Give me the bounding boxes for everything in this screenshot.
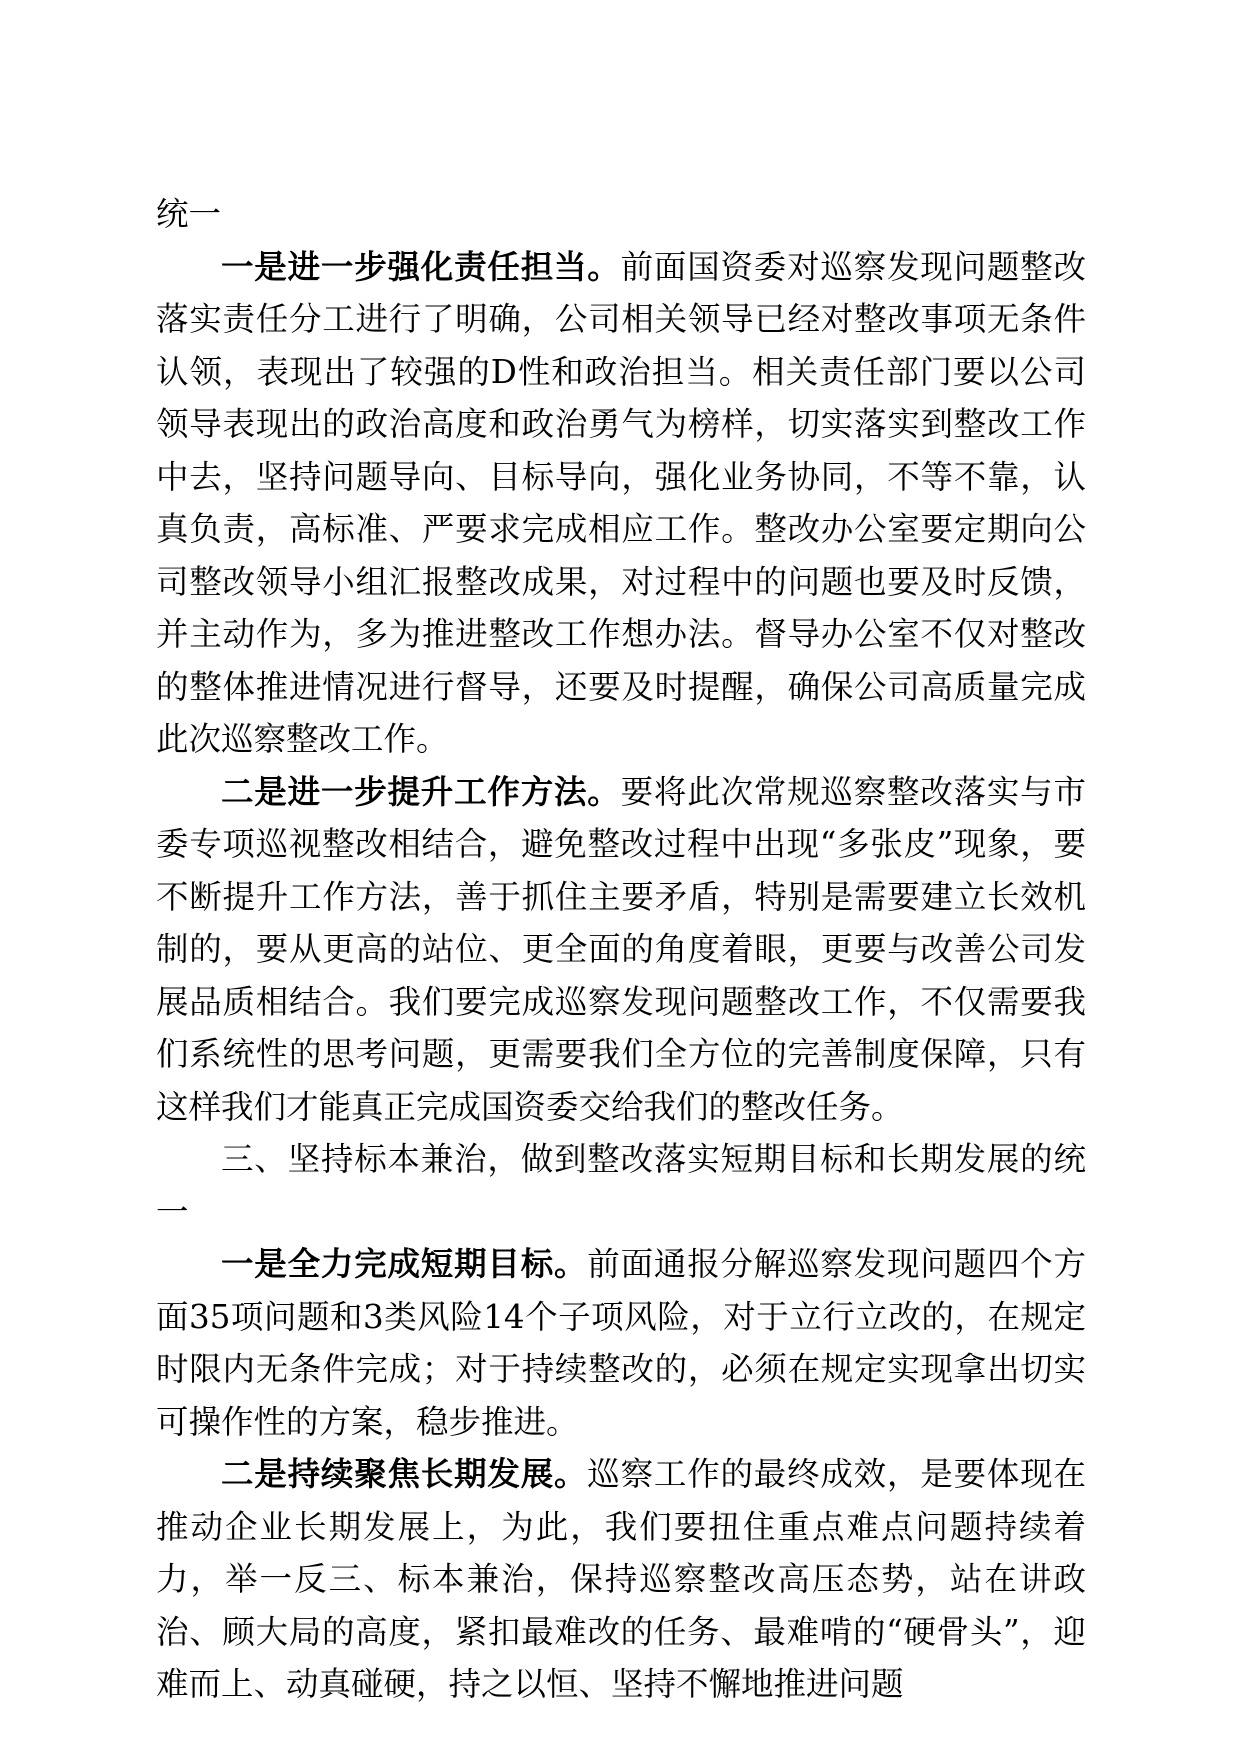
paragraph-lead: 二是持续聚焦长期发展。: [221, 1455, 588, 1493]
paragraph-responsibility: [156, 241, 1086, 766]
paragraph-lead: 一是全力完成短期目标。: [221, 1245, 588, 1283]
section-heading-text: 三、坚持标本兼治，做到整改落实短期目标和长期发展的统一: [156, 1140, 1086, 1231]
paragraph-long-term: [156, 1448, 1086, 1711]
paragraph-text: 前面国资委对巡察发现问题整改落实责任分工进行了明确，公司相关领导已经对整改事项无条件认领，表现出了较强的D性和政治担当。相关责任部门要以公司领导表现出的政治高度和政治勇气为榜样，切实落实到整改工作中去，坚持问题导向、目标导向，强化业务协同，不等不靠，认真负责，高标准、严要求完成相应工作。整改办公室要定期向公司整改领导小组汇报整改成果，对过程中的问题也要及时反馈，并主动作为，多为推进整改工作想办法。督导办公室不仅对整改的整体推进情况进行督导，还要及时提醒，确保公司高质量完成此次巡察整改工作。: [156, 247, 1086, 758]
document-body: [156, 188, 1086, 1711]
paragraph-work-method: [156, 766, 1086, 1134]
paragraph-continuation: [156, 188, 1086, 241]
continuation-text: 统一: [156, 195, 222, 233]
paragraph-text: 要将此次常规巡察整改落实与市委专项巡视整改相结合，避免整改过程中出现“多张皮”现象，要不断提升工作方法，善于抓住主要矛盾，特别是需要建立长效机制的，要从更高的站位、更全面的角度着眼，更要与改善公司发展品质相结合。我们要完成巡察发现问题整改工作，不仅需要我们系统性的思考问题，更需要我们全方位的完善制度保障，只有这样我们才能真正完成国资委交给我们的整改任务。: [156, 772, 1086, 1126]
paragraph-lead: 一是进一步强化责任担当。: [221, 247, 621, 286]
paragraph-text: 前面通报分解巡察发现问题四个方面35项问题和3类风险14个子项风险，对于立行立改的，在规定时限内无条件完成；对于持续整改的，必须在规定实现拿出切实可操作性的方案，稳步推进。: [156, 1245, 1086, 1441]
paragraph-short-term: [156, 1238, 1086, 1448]
section-heading-three: [156, 1133, 1086, 1238]
paragraph-lead: 二是进一步提升工作方法。: [221, 772, 621, 811]
paragraph-text: 巡察工作的最终成效，是要体现在推动企业长期发展上，为此，我们要扭住重点难点问题持续着力，举一反三、标本兼治，保持巡察整改高压态势，站在讲政治、顾大局的高度，紧扣最难改的任务、最难啃的“硬骨头”，迎难而上、动真碰硬，持之以恒、坚持不懈地推进问题: [156, 1455, 1086, 1703]
